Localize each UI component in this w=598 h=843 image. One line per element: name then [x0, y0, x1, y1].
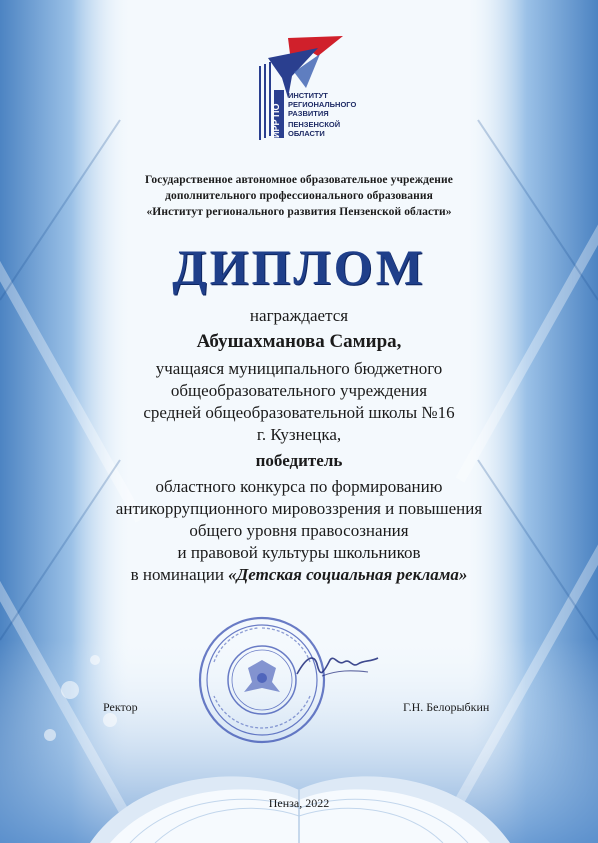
signatory-title: Ректор [103, 700, 138, 714]
logo-line: ИНСТИТУТ [288, 91, 328, 100]
logo-line: РАЗВИТИЯ [288, 109, 329, 118]
awarded-label: награждается [249, 306, 349, 325]
recipient-detail: г. Кузнецка, [256, 425, 342, 444]
recipient-name: Абушахманова Самира, [196, 331, 402, 352]
institute-logo [248, 28, 358, 148]
signatory-name: Г.Н. Белорыбкин [403, 700, 490, 714]
nomination-title: «Детская социальная реклама» [228, 565, 468, 584]
institution-line: дополнительного профессионального образования [165, 190, 433, 202]
recipient-detail: средней общеобразовательной школы №16 [143, 403, 455, 422]
institution-line: «Институт регионального развития Пензенской области» [146, 206, 452, 218]
recipient-detail: общеобразовательного учреждения [170, 381, 428, 400]
logo-line: ОБЛАСТИ [288, 129, 325, 138]
institution-line: Государственное автономное образовательное учреждение [145, 174, 453, 186]
contest-line: антикоррупционного мировоззрения и повышения [115, 499, 483, 518]
signature [292, 646, 382, 686]
diploma-title: ДИПЛОМ [172, 239, 426, 295]
contest-line: общего уровня правосознания [189, 521, 409, 540]
contest-line: областного конкурса по формированию [155, 477, 443, 496]
nomination-line [0, 565, 598, 585]
winner-status: победитель [255, 451, 343, 470]
logo-line: ПЕНЗЕНСКОЙ [288, 120, 341, 129]
logo-line: РЕГИОНАЛЬНОГО [288, 100, 357, 109]
logo-abbr: ИРР ПО [271, 103, 281, 138]
contest-line: и правовой культуры школьников [177, 543, 421, 562]
nomination-prefix: в номинации [130, 565, 229, 584]
recipient-detail: учащаяся муниципального бюджетного [155, 359, 443, 378]
city-year: Пенза, 2022 [268, 796, 330, 810]
